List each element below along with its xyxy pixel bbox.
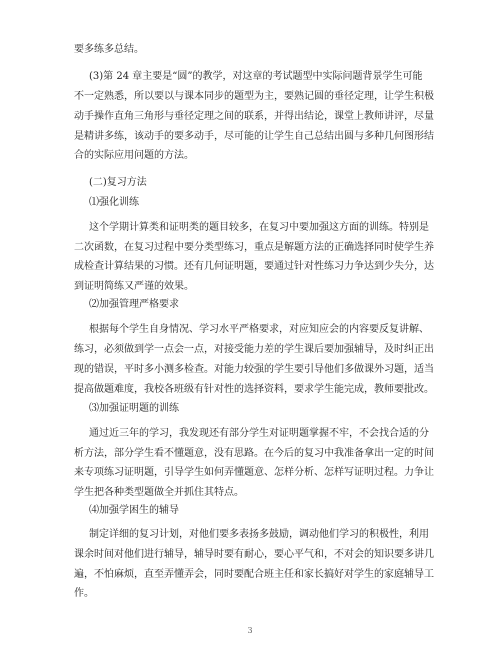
text-line-16: 现的错误，平时多小测多检查。对能力较强的学生要引导他们多做课外习题，适当 — [74, 364, 434, 375]
text-line-3: 不一定熟悉，所以要以与课本同步的题型为主，要熟记圆的垂径定理，让学生积极 — [74, 91, 434, 102]
text-line-24: 制定详细的复习计划，对他们要多表扬多鼓励，调动他们学习的积极性，利用 — [89, 529, 429, 540]
text-line-25: 课余时间对他们进行辅导，辅导时要有耐心，要心平气和，不对会的知识要多讲几 — [74, 549, 434, 560]
text-line-19: 通过近三年的学习，我发现还有部分学生对证明题掌握不牢，不会找合适的分 — [89, 428, 429, 439]
text-line-21: 来专项练习证明题，引导学生如何弄懂题意、怎样分析、怎样写证明过程。力争让 — [74, 467, 434, 478]
subheading-strict-management: ⑵加强管理严格要求 — [89, 299, 179, 310]
subheading-struggling-students: ⑷加强学困生的辅导 — [89, 505, 179, 516]
text-line-1: 要多练多总结。 — [74, 44, 144, 55]
text-line-9: 这个学期计算类和证明类的题目较多，在复习中要加强这方面的训练。特别是 — [89, 222, 429, 233]
text-line-26: 遍，不怕麻烦，直至弄懂弄会，同时要配合班主任和家长搞好对学生的家庭辅导工 — [74, 569, 434, 580]
text-line-20: 析方法，部分学生看不懂题意，没有思路。在今后的复习中我准备拿出一定的时间 — [74, 448, 434, 459]
text-line-15: 练习，必须做到学一点会一点，对接受能力差的学生课后要加强辅导，及时纠正出 — [74, 344, 434, 355]
text-line-5: 是精讲多练，该动手的要多动手，尽可能的让学生自己总结出圆与多种几何图形结 — [74, 131, 434, 142]
text-line-6: 合的实际应用问题的方法。 — [74, 150, 194, 161]
text-line-2: (3)第 24 章主要是“圆”的教学，对这章的考试题型中实际问题背景学生可能 — [89, 71, 423, 82]
subheading-intensive-training: ⑴强化训练 — [89, 197, 139, 208]
section-heading-review-methods: (二)复习方法 — [89, 177, 147, 188]
subheading-proof-training: ⑶加强证明题的训练 — [89, 403, 179, 414]
text-line-4: 动手操作直角三角形与垂径定理之间的联系，并得出结论，课堂上教师讲评，尽量 — [74, 111, 434, 122]
page-number: 3 — [247, 626, 253, 635]
text-line-22: 学生把各种类型题做全并抓住其特点。 — [74, 487, 244, 498]
text-line-27: 作。 — [74, 588, 94, 599]
text-line-14: 根据每个学生自身情况、学习水平严格要求，对应知应会的内容要反复讲解、 — [89, 324, 429, 335]
text-line-12: 到证明简练又严谨的效果。 — [74, 281, 194, 292]
text-line-11: 成检查计算结果的习惯。还有几何证明题，要通过针对性练习力争达到少失分，达 — [74, 261, 434, 272]
text-line-17: 提高做题难度，我校各班级有针对性的选择资料，要求学生能完成，教师要批改。 — [74, 384, 434, 395]
text-line-10: 二次函数，在复习过程中要分类型练习，重点是解题方法的正确选择同时使学生养 — [74, 242, 434, 253]
